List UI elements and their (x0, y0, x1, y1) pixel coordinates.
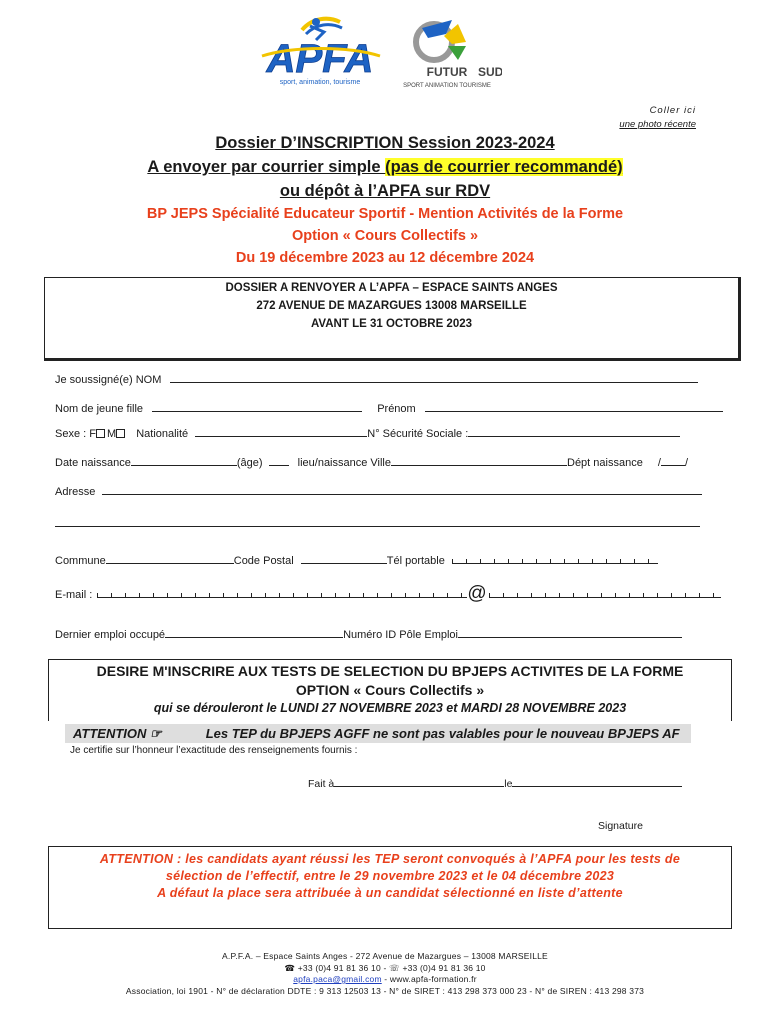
signature-label: Signature (598, 820, 643, 832)
age-field[interactable] (269, 455, 289, 466)
red-notice-line3: A défaut la place sera attribuée à un candidat sélectionné en liste d’attente (157, 886, 623, 900)
svg-text:SUD: SUD (478, 65, 502, 79)
address-line1: DOSSIER A RENVOYER A L’APFA – ESPACE SAINTS ANGES (225, 282, 558, 294)
svg-text:FUTUR: FUTUR (426, 65, 468, 79)
footer-legal: Association, loi 1901 - N° de déclaration DDTE : 9 313 12503 13 - N° de SIRET : 413 298 373 000 23 - N° de SIREN : 413 298 373 (125, 985, 645, 996)
footer-contact (0, 974, 770, 986)
fait-a-field[interactable] (334, 776, 504, 787)
red-notice-line1: ATTENTION : les candidats ayant réussi les TEP seront convoqués à l’APFA pour les tests de (99, 852, 681, 866)
svg-text:SPORT ANIMATION TOURISME: SPORT ANIMATION TOURISME (403, 83, 491, 89)
attention-label: ATTENTION ☞ (73, 726, 162, 741)
photo-note-line2: une photo récente (619, 119, 696, 130)
selection-tests-box (48, 659, 732, 721)
row-email: E-mail : @ (55, 583, 721, 605)
svg-text:APFA: APFA (266, 37, 374, 81)
title-line3: ou dépôt à l’APFA sur RDV (279, 182, 491, 200)
tel-field[interactable] (452, 556, 658, 564)
program-line1: BP JEPS Spécialité Educateur Sportif - Mention Activités de la Forme (146, 206, 624, 222)
sexe-f-checkbox[interactable] (96, 429, 105, 438)
dept-field[interactable] (661, 455, 685, 466)
date-naissance-field[interactable] (131, 455, 237, 466)
row-sexe: Sexe : F M Nationalité N° Sécurité Sociale : (55, 426, 680, 440)
ville-field[interactable] (391, 455, 567, 466)
attention-bar (65, 724, 691, 743)
page-title: Dossier D’INSCRIPTION Session 2023-2024 (215, 134, 555, 152)
row-adresse-2 (55, 516, 700, 530)
adresse-field[interactable] (102, 484, 702, 495)
jeune-fille-field[interactable] (152, 401, 362, 412)
svg-text:sport, animation, tourisme: sport, animation, tourisme (279, 79, 361, 86)
code-postal-field[interactable] (301, 553, 387, 564)
program-dates: Du 19 décembre 2023 au 12 décembre 2024 (235, 250, 535, 266)
photo-note (619, 104, 696, 132)
title-line2: A envoyer par courrier simple (pas de courrier recommandé) (147, 158, 623, 176)
row-naissance: Date naissance (âge) lieu/naissance Ville Dépt naissance / / (55, 457, 689, 469)
dernier-emploi-field[interactable] (165, 627, 343, 638)
row-jeune-fille: Nom de jeune fille Prénom (55, 401, 723, 415)
futursud-logo (392, 14, 502, 92)
nom-field[interactable] (170, 372, 698, 383)
address-box (44, 277, 741, 361)
footer (0, 951, 770, 997)
desire-dates: qui se dérouleront le LUNDI 27 NOVEMBRE 2023 et MARDI 28 NOVEMBRE 2023 (153, 701, 627, 715)
footer-address: A.P.F.A. – Espace Saints Anges - 272 Avenue de Mazargues – 13008 MARSEILLE (222, 951, 548, 961)
row-adresse: Adresse (55, 484, 702, 498)
attention-text: Les TEP du BPJEPS AGFF ne sont pas valables pour le nouveau BPJEPS AF (205, 726, 680, 741)
row-nom: Je soussigné(e) NOM (55, 372, 698, 386)
sexe-m-checkbox[interactable] (116, 429, 125, 438)
row-emploi: Dernier emploi occupé Numéro ID Pôle Emploi (55, 627, 682, 641)
secu-field[interactable] (468, 426, 680, 437)
program-line2: Option « Cours Collectifs » (291, 228, 479, 244)
prenom-field[interactable] (425, 401, 723, 412)
certify-text: Je certifie sur l’honneur l’exactitude des renseignements fournis : (70, 745, 358, 756)
address-deadline: AVANT LE 31 OCTOBRE 2023 (310, 318, 473, 330)
nationalite-field[interactable] (195, 426, 367, 437)
row-commune: Commune Code Postal Tél portable (55, 553, 658, 567)
desire-line2: OPTION « Cours Collectifs » (295, 682, 485, 698)
commune-field[interactable] (106, 553, 234, 564)
email-domain-field[interactable] (489, 590, 721, 598)
fait-row: Fait à le (308, 776, 682, 790)
address-line2: 272 AVENUE DE MAZARGUES 13008 MARSEILLE (256, 300, 527, 312)
red-notice-box (48, 846, 732, 929)
apfa-logo (254, 16, 386, 90)
pole-emploi-field[interactable] (458, 627, 682, 638)
footer-website: - www.apfa-formation.fr (381, 974, 477, 984)
footer-phone: ☎ +33 (0)4 91 81 36 10 - ☏ +33 (0)4 91 81 36 10 (284, 962, 486, 973)
adresse-field-2[interactable] (55, 516, 700, 527)
footer-email-link[interactable]: apfa.paca@gmail.com (293, 974, 382, 984)
photo-note-line1: Coller ici (649, 105, 696, 116)
email-user-field[interactable] (97, 590, 467, 598)
red-notice-line2: sélection de l’effectif, entre le 29 novembre 2023 et le 04 décembre 2023 (165, 869, 615, 883)
desire-line1: DESIRE M'INSCRIRE AUX TESTS DE SELECTION DU BPJEPS ACTIVITES DE LA FORME (96, 663, 684, 679)
date-field[interactable] (512, 776, 682, 787)
